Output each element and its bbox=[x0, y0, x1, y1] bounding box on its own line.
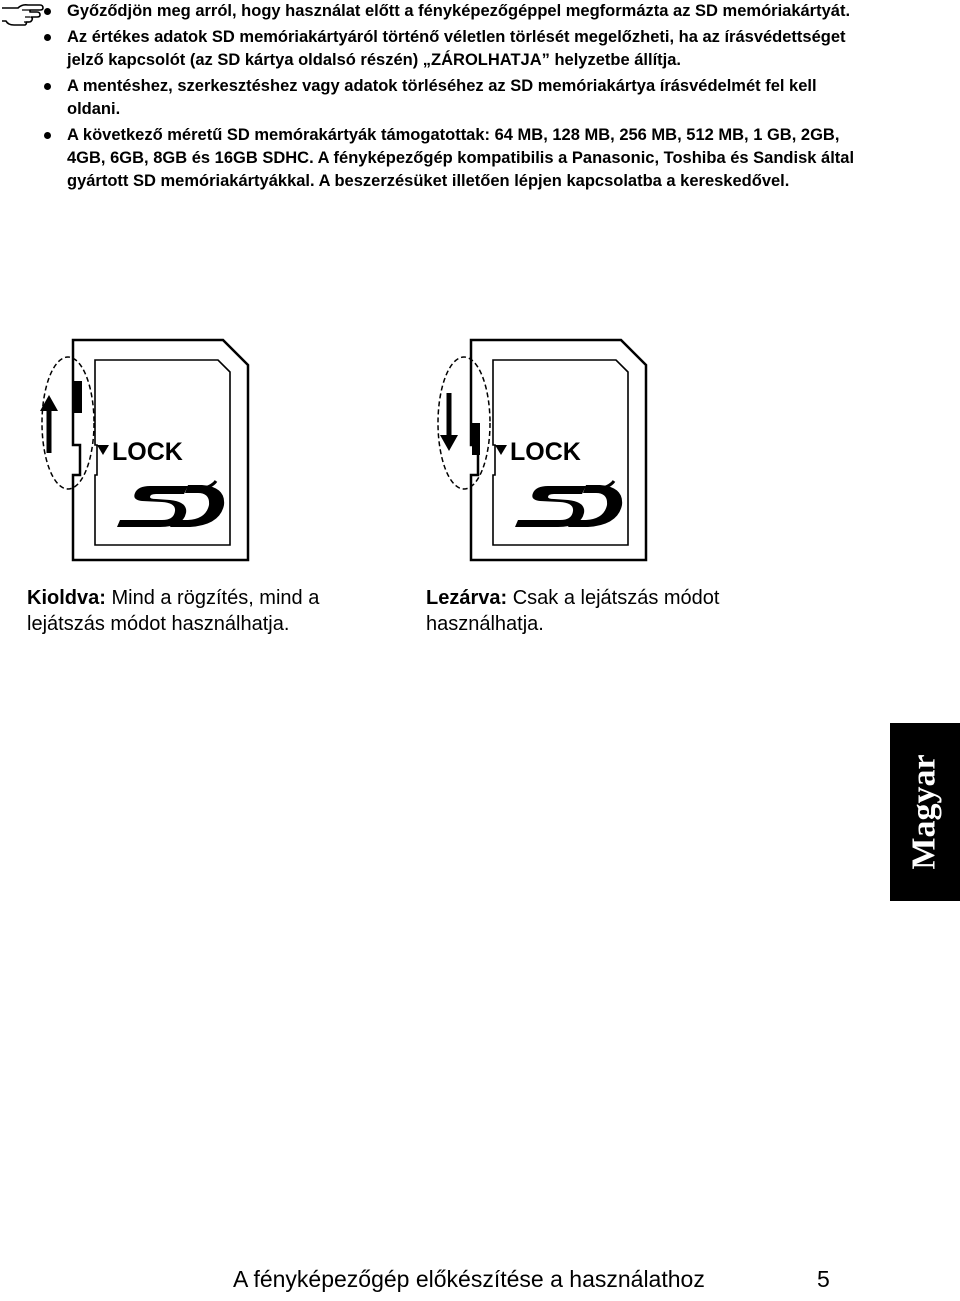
arrow-down-icon bbox=[440, 393, 458, 451]
bullet-dot bbox=[44, 83, 51, 90]
unlocked-caption bbox=[27, 585, 387, 637]
bullet-dot bbox=[44, 34, 51, 41]
bullet-dot bbox=[44, 8, 51, 15]
bullet-list bbox=[40, 0, 870, 196]
caption-label: Lezárva: bbox=[426, 587, 508, 609]
lock-switch bbox=[472, 423, 480, 455]
caption-text: Csak a lejátszás módot használhatja. bbox=[426, 587, 720, 635]
list-item bbox=[40, 75, 870, 121]
caption-text: Mind a rögzítés, mind a lejátszás módot használhatja. bbox=[27, 587, 320, 635]
language-tab-label: Magyar bbox=[906, 754, 943, 870]
sd-card-unlocked-figure bbox=[20, 335, 260, 565]
lock-label: LOCK bbox=[510, 438, 581, 466]
list-item bbox=[40, 124, 870, 193]
bullet-text: Győződjön meg arról, hogy használat előtt a fényképezőgéppel megformázta az SD memóriakártyát. bbox=[67, 2, 851, 20]
bullet-dot bbox=[44, 132, 51, 139]
bullet-text: A következő méretű SD memórakártyák támogatottak: 64 MB, 128 MB, 256 MB, 512 MB, 1 GB, 2GB, 4GB, 6GB, 8GB és 16GB SDHC. A fényképezőgép kompatibilis a Panasonic, Toshiba és Sandisk által gyártott SD memóriakártyákkal. A beszerzésüket illetően lépjen kapcsolatba a kereskedővel. bbox=[67, 126, 855, 190]
page-number: 5 bbox=[817, 1266, 830, 1292]
list-item bbox=[40, 26, 870, 72]
sd-card-locked-figure bbox=[418, 335, 658, 565]
footer-title: A fényképezőgép előkészítése a használathoz bbox=[233, 1266, 705, 1292]
lock-switch bbox=[74, 381, 82, 413]
locked-caption bbox=[426, 585, 786, 637]
caption-label: Kioldva: bbox=[27, 587, 106, 609]
list-item bbox=[40, 0, 870, 23]
bullet-text: A mentéshez, szerkesztéshez vagy adatok törléséhez az SD memóriakártya írásvédelmét fel kell oldani. bbox=[67, 77, 817, 118]
lock-label: LOCK bbox=[112, 438, 183, 466]
language-tab bbox=[890, 723, 960, 901]
bullet-text: Az értékes adatok SD memóriakártyáról történő véletlen törlését megelőzheti, ha az írásvédettséget jelző kapcsolót (az SD kártya oldalsó részén) „ZÁROLHATJA” helyzetbe állítja. bbox=[67, 28, 846, 69]
